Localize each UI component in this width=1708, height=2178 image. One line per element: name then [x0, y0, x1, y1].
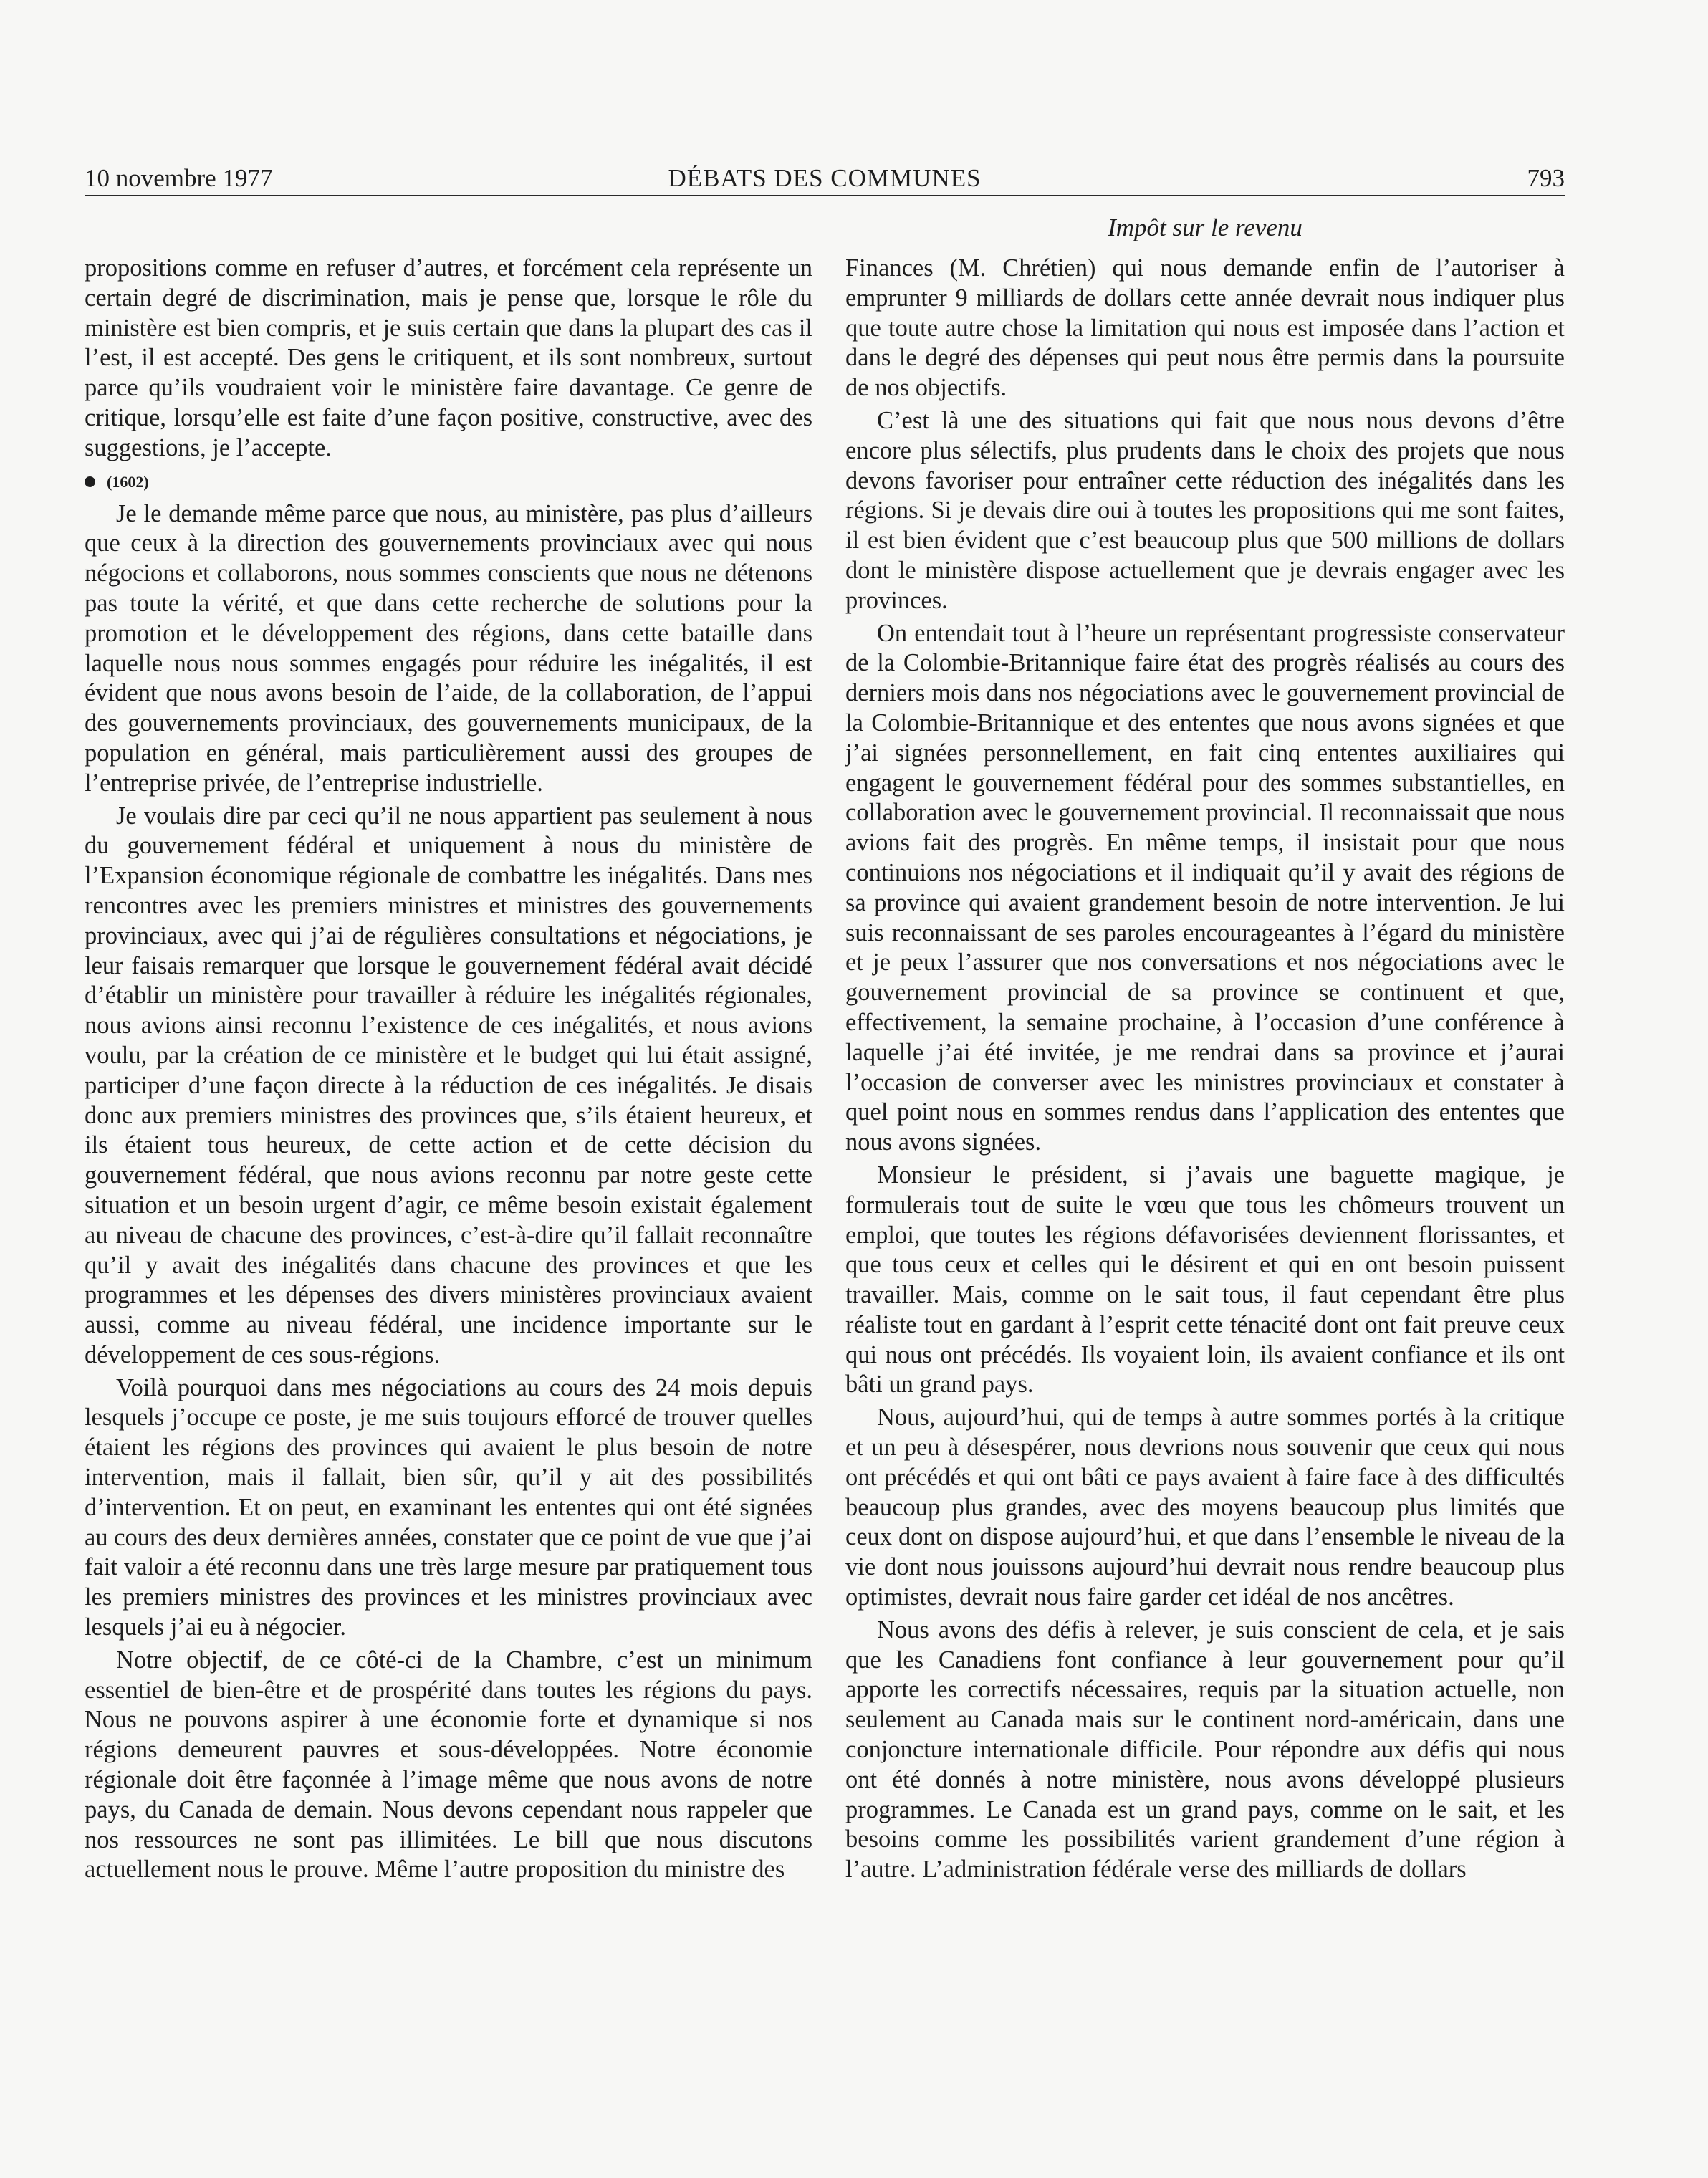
paragraph: propositions comme en refuser d’autres, et forcément cela représente un certain degré de discrimination, mais je pense que, lorsque le rôle du ministère est bien compris, et je suis certain que dans la plupart des cas il l’est, il est accepté. Des gens le critiquent, et ils sont nombreux, surtout parce qu’ils voudraient voir le ministère faire davantage. Ce genre de critique, lorsqu’elle est faite d’une façon positive, constructive, avec des suggestions, je l’accepte. [85, 254, 812, 461]
paragraph: Je voulais dire par ceci qu’il ne nous appartient pas seulement à nous du gouvernement fédéral et uniquement à nous du ministère de l’Expansion économique régionale de combattre les inégalités. Dans mes rencontres avec les premiers ministres et ministres des gouvernements provinciaux, avec qui j’ai de régulières consultations et négociations, je leur faisais remarquer que lorsque le gouvernement fédéral avait décidé d’établir un ministère pour travailler à réduire les inégalités régionales, nous avions ainsi reconnu l’existence de ces inégalités, et nous avions voulu, par la création de ce ministère et le budget qui lui était assigné, participer d’une façon directe à la réduction de ces inégalités. Je disais donc aux premiers ministres des provinces que, s’ils étaient heureux, et ils étaient tous heureux, de cette action et de cette décision du gouvernement fédéral, que nous avions reconnu par notre geste cette situation et un besoin urgent d’agir, ce même besoin existait également au niveau de chacune des provinces, c’est-à-dire qu’il fallait reconnaître qu’il y avait des inégalités dans chacune des provinces et que les programmes et les dépenses des divers ministères provinciaux avaient aussi, comme au niveau fédéral, une incidence importante sur le développement de ces sous-régions. [85, 802, 812, 1368]
paragraph: Voilà pourquoi dans mes négociations au cours des 24 mois depuis lesquels j’occupe ce poste, je me suis toujours efforcé de trouver quelles étaient les régions des provinces qui avaient le plus besoin de notre intervention, mais il fallait, bien sûr, qu’il y ait des possibilités d’intervention. Et on peut, en examinant les ententes qui ont été signées au cours des deux dernières années, constater que ce point de vue que j’ai fait valoir a été reconnu dans une très large mesure par pratiquement tous les premiers ministres des provinces et les ministres provinciaux avec lesquels j’ai eu à négocier. [85, 1373, 812, 1641]
page-header [85, 159, 1565, 196]
paragraph: Nous, aujourd’hui, qui de temps à autre sommes portés à la critique et un peu à désespérer, nous devrions nous souvenir que ceux qui nous ont précédés et qui ont bâti ce pays avaient à faire face à des difficultés beaucoup plus grandes, avec des moyens beaucoup plus limités que ceux dont on dispose aujourd’hui, et que dans l’ensemble le niveau de la vie dont nous jouissons aujourd’hui devrait nous rendre beaucoup plus optimistes, devrait nous faire garder cet idéal de nos ancêtres. [845, 1404, 1565, 1611]
paragraph: Monsieur le président, si j’avais une baguette magique, je formulerais tout de suite le vœu que tous les chômeurs trouvent un emploi, que toutes les régions défavorisées deviennent florissantes, et que tous ceux et celles qui le désirent et qui en ont besoin puissent travailler. Mais, comme on le sait tous, il faut cependant être plus réaliste tout en gardant à l’esprit cette ténacité dont ont fait preuve ceux qui nous ont précédés. Ils voyaient loin, ils avaient confiance et ils ont bâti un grand pays. [845, 1161, 1565, 1399]
paragraph: On entendait tout à l’heure un représentant progressiste conservateur de la Colombie-Britannique faire état des progrès réalisés au cours des derniers mois dans nos négociations avec le gouvernement provincial de la Colombie-Britannique et des ententes que nous avons signées et que j’ai signées personnellement, en fait cinq ententes auxiliaires qui engagent le gouvernement fédéral pour des sommes substantielles, en collaboration avec le gouvernement provincial. Il reconnaissait que nous avions fait des progrès. En même temps, il insistait pour que nous continuions nos négociations et il indiquait qu’il y avait des régions de sa province qui avaient grandement besoin de notre intervention. Je lui suis reconnaissant de ses paroles encourageantes à l’égard du ministère et je peux l’assurer que nos conversations et nos négociations avec le gouvernement provincial de sa province se continuent et que, effectivement, la semaine prochaine, à l’occasion d’une conférence à laquelle j’ai été invitée, je me rendrai dans sa province et j’aurai l’occasion de converser avec les ministres provinciaux et constater à quel point nous en sommes rendus dans l’application des ententes que nous avons signées. [845, 619, 1565, 1156]
section-title: Impôt sur le revenu [1108, 214, 1302, 241]
header-date: 10 novembre 1977 [85, 164, 273, 192]
right-column [845, 254, 1565, 2088]
page-number: 793 [1527, 164, 1565, 192]
paragraph: Notre objectif, de ce côté-ci de la Chambre, c’est un minimum essentiel de bien-être et de prospérité dans toutes les régions du pays. Nous ne pouvons aspirer à une économie forte et dynamique si nos régions demeurent pauvres et sous-développées. Notre économie régionale doit être façonnée à l’image même que nous avons de notre pays, du Canada de demain. Nous devons cependant nous rappeler que nos ressources ne sont pas illimitées. Le bill que nous discutons actuellement nous le prouve. Même l’autre proposition du ministre des [85, 1646, 812, 1884]
time-marker [85, 468, 812, 496]
paragraph: Nous avons des défis à relever, je suis conscient de cela, et je sais que les Canadiens font confiance à leur gouvernement pour qu’il apporte les correctifs nécessaires, requis par la situation actuelle, non seulement au Canada mais sur le continent nord-américain, dans une conjoncture internationale difficile. Pour répondre aux défis qui nous ont été donnés à notre ministère, nous avons développé plusieurs programmes. Le Canada est un grand pays, comme on le sait, et les besoins comme les possibilités varient grandement d’une région à l’autre. L’administration fédérale verse des milliards de dollars [845, 1616, 1565, 1884]
bullet-icon [85, 476, 95, 487]
header-title: DÉBATS DES COMMUNES [668, 164, 982, 192]
paragraph: Finances (M. Chrétien) qui nous demande enfin de l’autoriser à emprunter 9 milliards de dollars cette année devrait nous indiquer plus que toute autre chose la limitation qui nous est imposée dans l’action et dans le degré des dépenses qui peut nous être permis dans la poursuite de nos objectifs. [845, 254, 1565, 402]
paragraph: C’est là une des situations qui fait que nous nous devons d’être encore plus sélectifs, plus prudents dans le choix des projets que nous devons favoriser pour entraîner cette réduction des inégalités dans les régions. Si je devais dire oui à toutes les propositions qui me sont faites, il est bien évident que c’est beaucoup plus que 500 millions de dollars dont le ministère dispose actuellement que je devrais engager avec les provinces. [845, 406, 1565, 614]
left-column [85, 254, 812, 2088]
paragraph: Je le demande même parce que nous, au ministère, pas plus d’ailleurs que ceux à la direction des gouvernements provinciaux avec qui nous négocions et collaborons, nous sommes conscients que nous ne détenons pas toute la vérité, et que dans cette recherche de solutions pour la promotion et le développement des régions, dans cette bataille dans laquelle nous nous sommes engagés pour réduire les inégalités, il est évident que nous avons besoin de l’aide, de la collaboration, de l’appui des gouvernements provinciaux, des gouvernements municipaux, de la population en général, mais particulièrement aussi des groupes de l’entreprise privée, de l’entreprise industrielle. [85, 499, 812, 797]
time-marker-label: (1602) [107, 472, 149, 491]
